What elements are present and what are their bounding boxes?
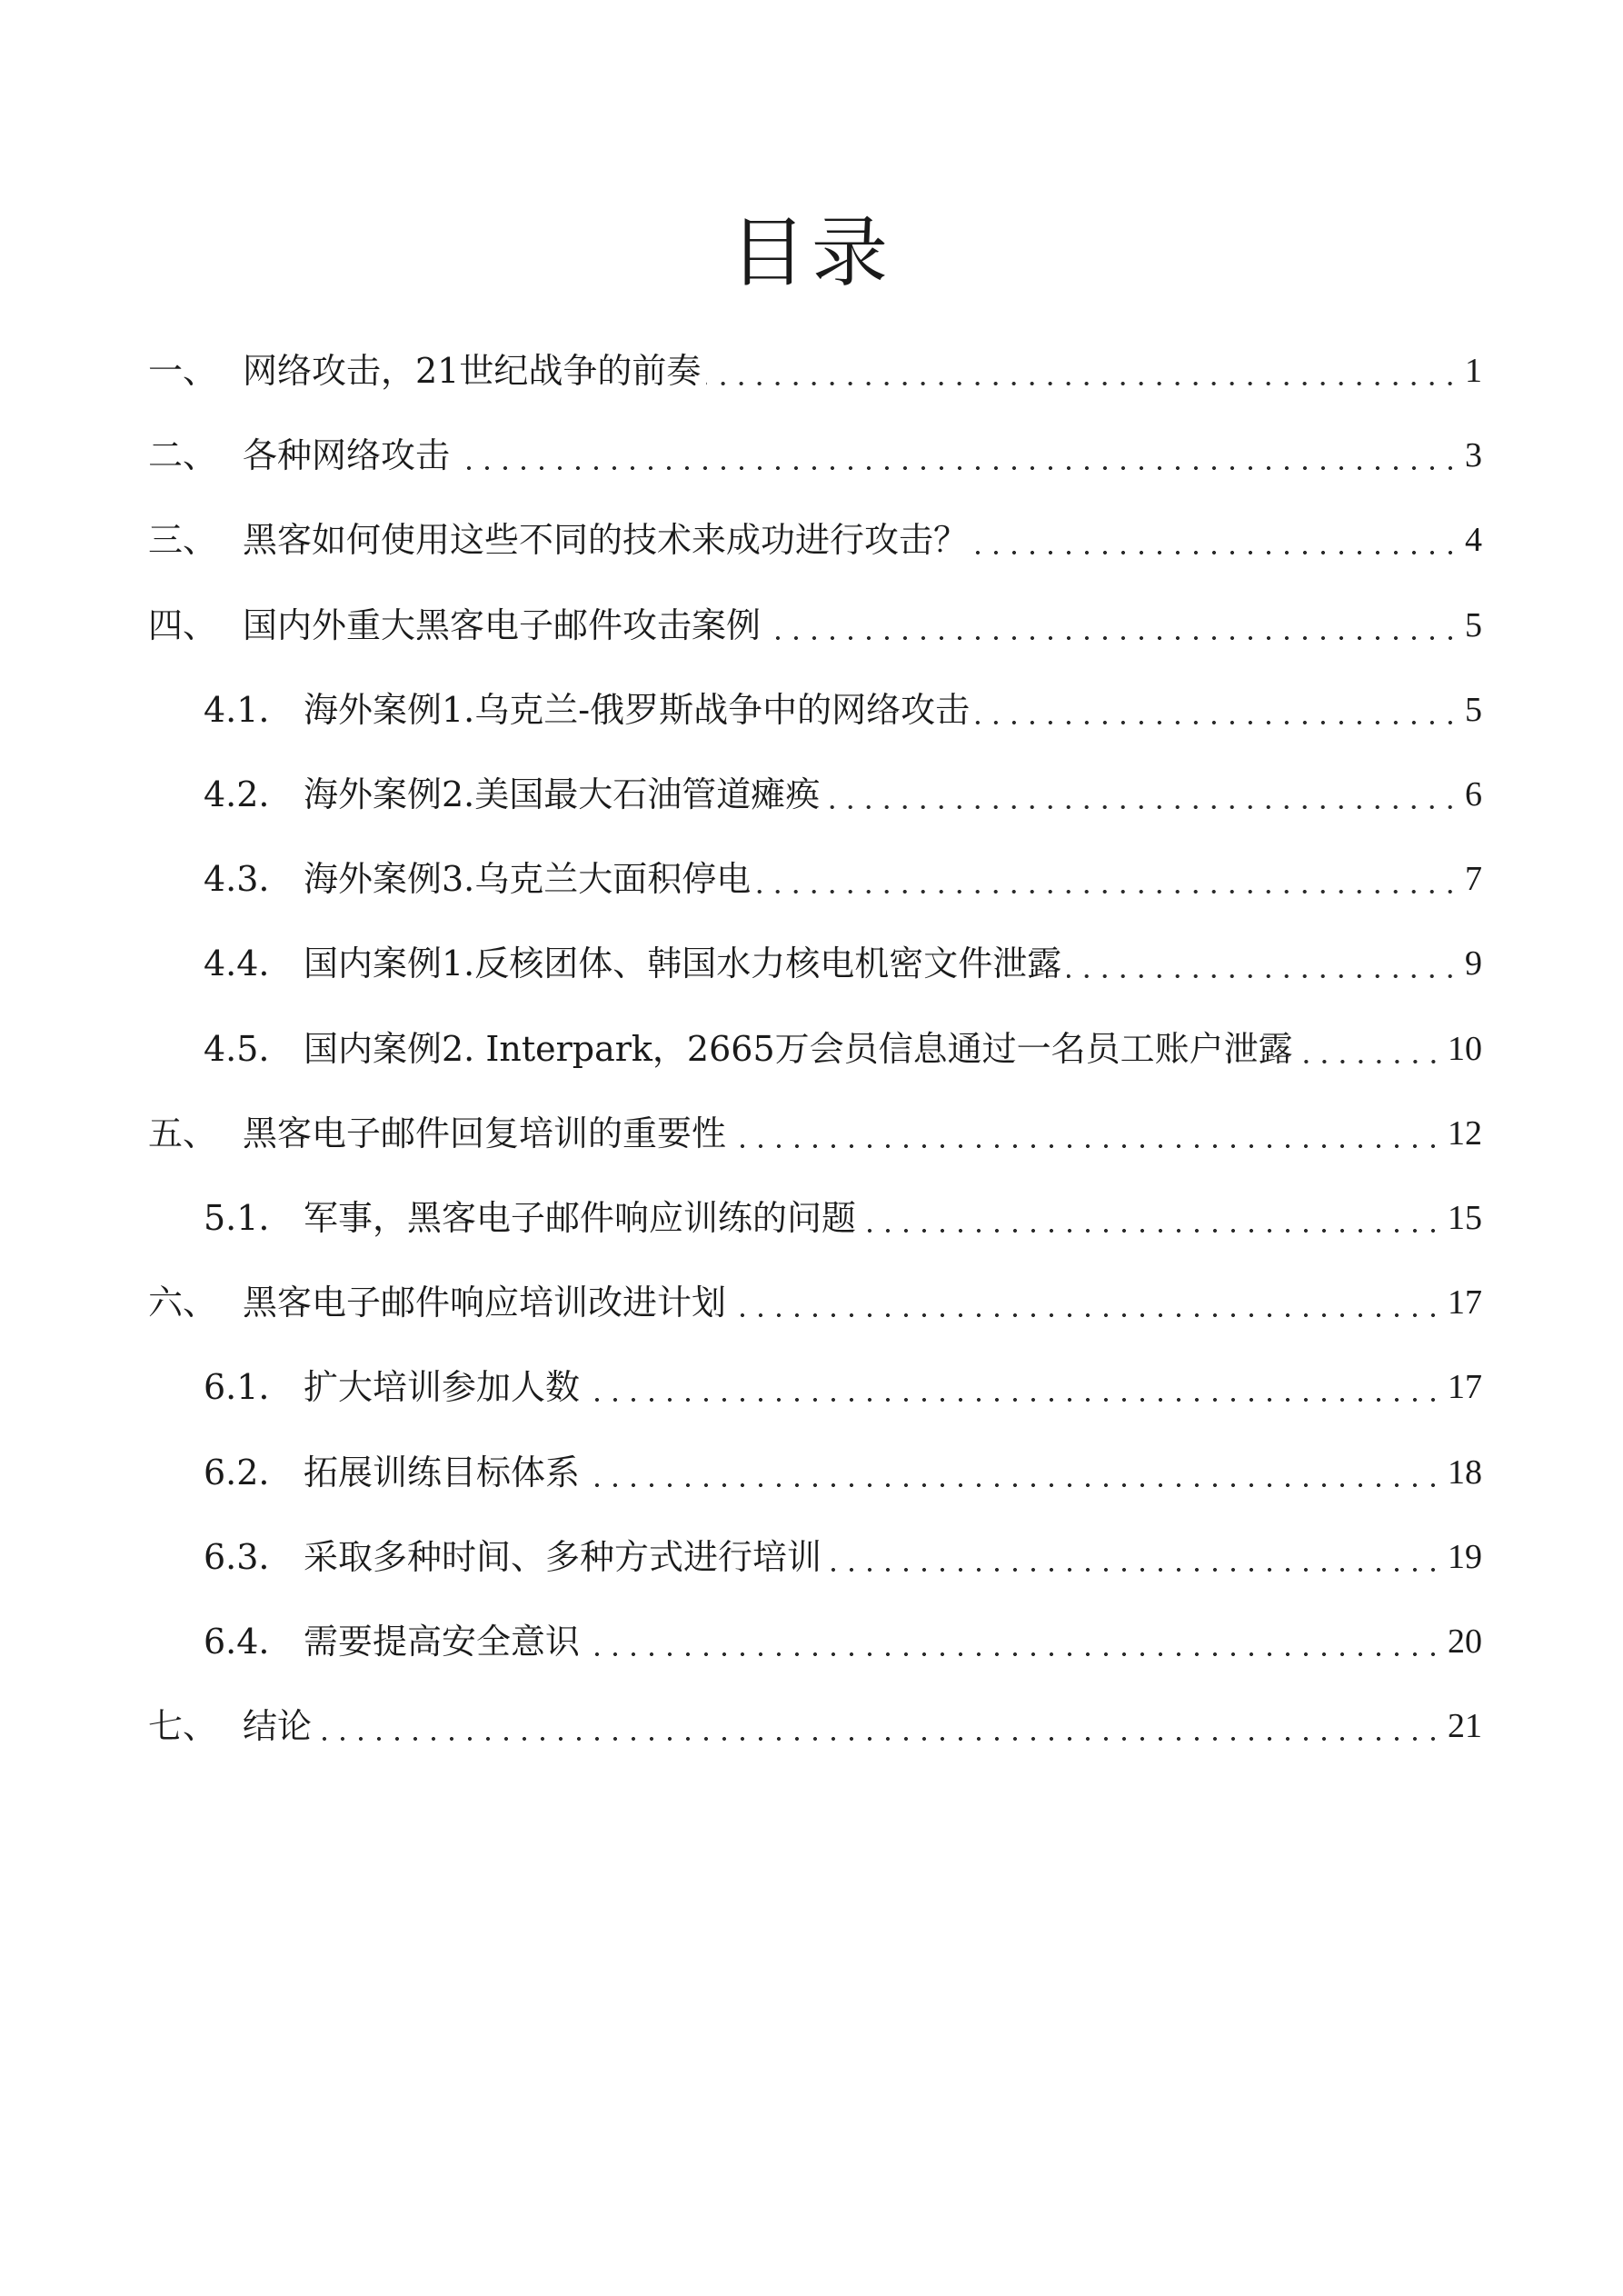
toc-entry-number: 六、: [148, 1283, 218, 1323]
toc-dot-leader: [756, 854, 1459, 903]
toc-entry-page-number: 12: [1448, 1114, 1482, 1153]
toc-dot-leader: [1299, 1024, 1442, 1073]
toc-entry-number: 4.4.: [204, 943, 270, 983]
toc-entry-text: 结论: [243, 1706, 313, 1746]
toc-entry-number: 6.1.: [204, 1367, 270, 1407]
toc-entry-number: 4.5.: [204, 1029, 270, 1069]
toc-entry-text: 国内案例1.反核团体、韩国水力核电机密文件泄露: [304, 943, 1062, 983]
toc-entry[interactable]: [204, 933, 1482, 988]
toc-entry-number: 6.3.: [204, 1537, 270, 1577]
toc-entry[interactable]: [204, 1527, 1482, 1582]
toc-entry-page-number: 21: [1448, 1707, 1482, 1745]
toc-dot-leader: [973, 515, 1459, 564]
toc-dot-leader: [825, 770, 1459, 819]
toc-dot-leader: [766, 601, 1459, 650]
toc-entry-text: 各种网络攻击: [243, 435, 451, 475]
toc-entry[interactable]: [148, 510, 1482, 564]
toc-dot-leader: [585, 1617, 1442, 1666]
toc-entry-number: 4.3.: [204, 859, 270, 899]
toc-entry[interactable]: [148, 595, 1482, 650]
toc-entry-number: 6.2.: [204, 1452, 270, 1492]
toc-entry-number: 七、: [148, 1706, 218, 1746]
toc-entry-text: 海外案例1.乌克兰-俄罗斯战争中的网络攻击: [304, 690, 971, 730]
toc-entry-page-number: 17: [1448, 1368, 1482, 1406]
toc-entry-text: 国内案例2. Interpark，2665万会员信息通过一名员工账户泄露: [304, 1029, 1293, 1069]
toc-entry[interactable]: [148, 1273, 1482, 1327]
toc-entry-number: 4.1.: [204, 690, 270, 730]
toc-entry-text: 国内外重大黑客电子邮件攻击案例: [243, 605, 762, 645]
toc-entry[interactable]: [148, 425, 1482, 480]
toc-entry-text: 黑客电子邮件响应培训改进计划: [243, 1283, 727, 1323]
toc-entry-page-number: 19: [1448, 1538, 1482, 1576]
toc-entry[interactable]: [204, 1188, 1482, 1243]
toc-dot-leader: [732, 1109, 1442, 1158]
toc-entry-text: 扩大培训参加人数: [304, 1367, 581, 1407]
toc-entry-text: 需要提高安全意识: [304, 1622, 581, 1662]
toc-dot-leader: [1067, 939, 1459, 988]
toc-entry-number: 4.2.: [204, 774, 270, 814]
toc-entry-text: 海外案例2.美国最大石油管道瘫痪: [304, 774, 821, 814]
toc-dot-leader: [455, 431, 1459, 480]
toc-entry-page-number: 3: [1465, 436, 1482, 474]
toc-entry[interactable]: [204, 849, 1482, 903]
toc-entry-number: 五、: [148, 1113, 218, 1153]
toc-entry-page-number: 1: [1465, 352, 1482, 390]
toc-entry[interactable]: [204, 1612, 1482, 1666]
toc-entry[interactable]: [204, 764, 1482, 819]
toc-dot-leader: [317, 1702, 1442, 1751]
toc-entry-page-number: 7: [1465, 860, 1482, 898]
toc-entry[interactable]: [204, 1357, 1482, 1412]
toc-entry-page-number: 5: [1465, 606, 1482, 644]
toc-entry[interactable]: [204, 1442, 1482, 1497]
toc-entry-number: 二、: [148, 435, 218, 475]
toc-title: 目录: [729, 208, 893, 297]
toc-entry[interactable]: [148, 1696, 1482, 1751]
toc-entry-text: 军事，黑客电子邮件响应训练的问题: [304, 1198, 857, 1238]
toc-entry-page-number: 20: [1448, 1622, 1482, 1661]
toc-entry-page-number: 18: [1448, 1453, 1482, 1492]
toc-entry-page-number: 15: [1448, 1199, 1482, 1237]
toc-entry-number: 6.4.: [204, 1622, 270, 1662]
toc-dot-leader: [585, 1363, 1442, 1412]
toc-entry-text: 黑客如何使用这些不同的技术来成功进行攻击？: [243, 520, 969, 560]
toc-entry-number: 三、: [148, 520, 218, 560]
toc-entry-number: 5.1.: [204, 1198, 270, 1238]
toc-entry-text: 黑客电子邮件回复培训的重要性: [243, 1113, 727, 1153]
toc-entry-text: 拓展训练目标体系: [304, 1452, 581, 1492]
toc-entry-page-number: 9: [1465, 944, 1482, 983]
toc-entry-text: 网络攻击，21世纪战争的前奏: [243, 351, 702, 391]
toc-entry-page-number: 4: [1465, 521, 1482, 559]
toc-entry-page-number: 6: [1465, 775, 1482, 814]
toc-entry[interactable]: [204, 680, 1482, 734]
toc-entry-text: 海外案例3.乌克兰大面积停电: [304, 859, 752, 899]
toc-entry-page-number: 5: [1465, 691, 1482, 729]
toc-entry[interactable]: [204, 1019, 1482, 1073]
toc-entry-number: 一、: [148, 351, 218, 391]
toc-entry[interactable]: [148, 341, 1482, 395]
toc-entry-number: 四、: [148, 605, 218, 645]
toc-entry-page-number: 10: [1448, 1030, 1482, 1068]
toc-dot-leader: [975, 685, 1459, 734]
toc-entry-text: 采取多种时间、多种方式进行培训: [304, 1537, 822, 1577]
toc-dot-leader: [706, 346, 1459, 395]
toc-entry-page-number: 17: [1448, 1283, 1482, 1322]
toc-dot-leader: [861, 1193, 1442, 1243]
toc-dot-leader: [732, 1278, 1442, 1327]
toc-dot-leader: [585, 1448, 1442, 1497]
toc-dot-leader: [827, 1532, 1442, 1582]
toc-entry[interactable]: [148, 1103, 1482, 1158]
